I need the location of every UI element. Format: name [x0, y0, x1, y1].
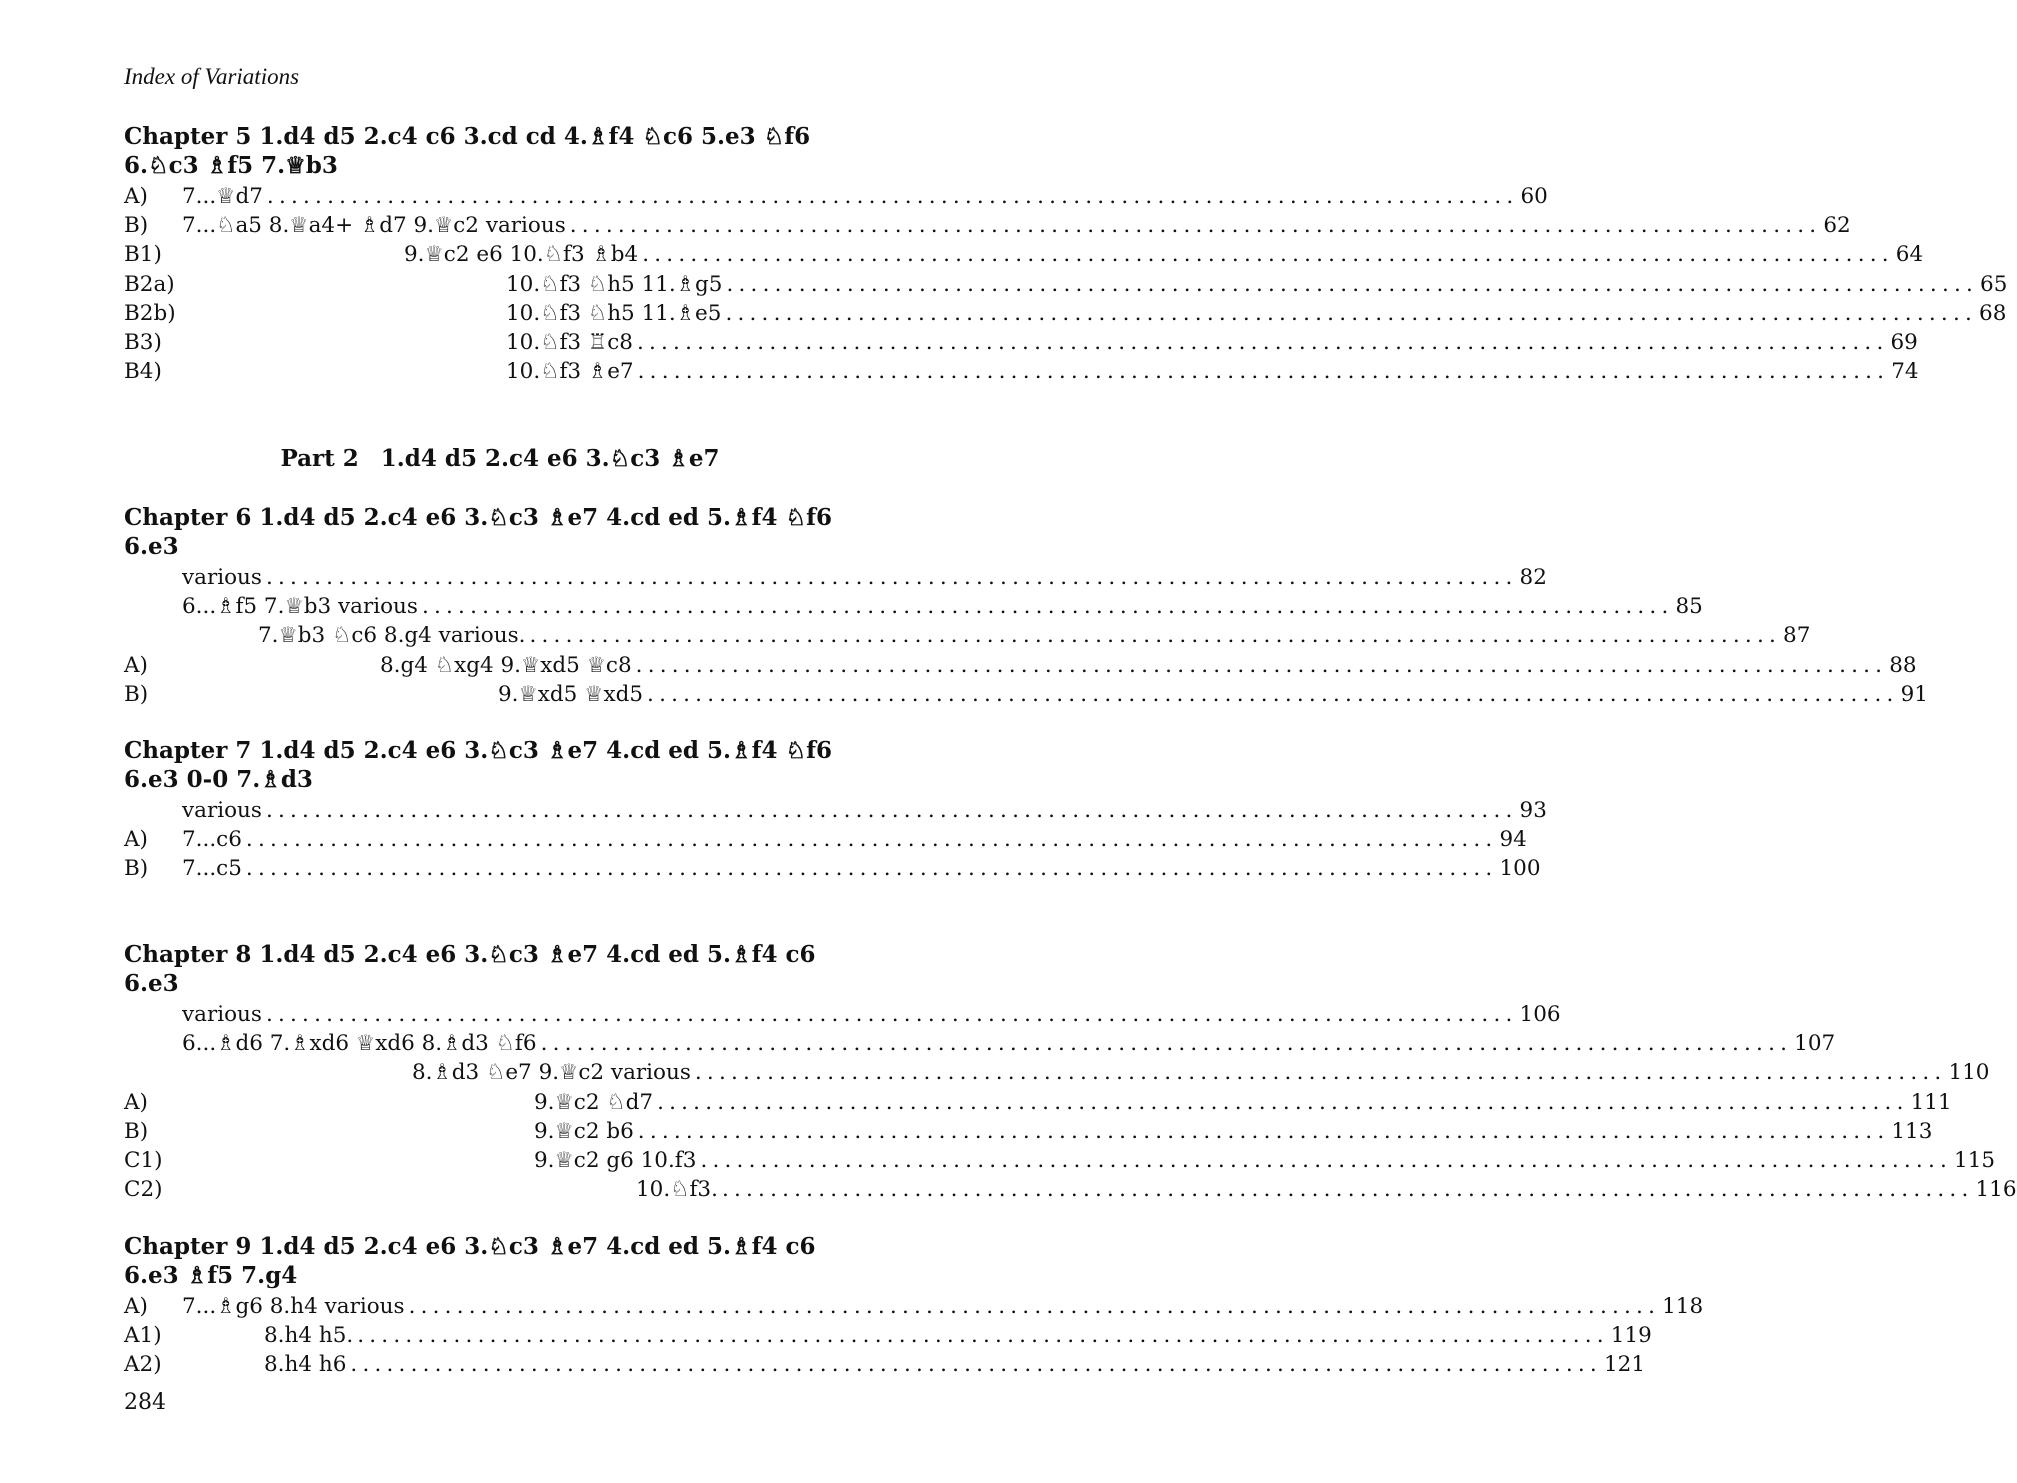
- chapter-6-section: [124, 503, 1928, 709]
- chapter-title: Chapter 6 1.d4 d5 2.c4 e6 3.♘c3 ♗e7 4.cd ed 5.♗f4 ♘f6 6.e3: [124, 504, 833, 560]
- leader-dots: ........................................................................................................: [637, 359, 1890, 385]
- page-number: 107: [1794, 1031, 1836, 1057]
- variation-code: A): [124, 652, 148, 678]
- index-entry: [124, 680, 1928, 709]
- index-entry: [124, 240, 1924, 269]
- index-entry: [124, 621, 1811, 650]
- variation-moves: 7.♕b3 ♘c6 8.g4 various.: [258, 623, 526, 649]
- variation-moves: various: [182, 1002, 262, 1027]
- leader-dots: ........................................................................................................: [266, 184, 1519, 209]
- index-entry: [124, 357, 1919, 386]
- leader-dots: ........................................................................................................: [421, 594, 1674, 620]
- leader-dots: ........................................................................................................: [637, 1118, 1890, 1144]
- variation-code: B): [124, 856, 149, 882]
- leader-dots: ........................................................................................................: [265, 1002, 1518, 1027]
- variation-code: B): [124, 681, 149, 707]
- leader-dots: ........................................................................................................: [540, 1031, 1793, 1057]
- page-number: 115: [1954, 1147, 1996, 1173]
- index-entry: [124, 1292, 1704, 1321]
- page-number: 121: [1603, 1352, 1646, 1378]
- page-number: 69: [1890, 329, 1918, 355]
- page-number: 116: [1975, 1177, 2017, 1203]
- variation-code: A): [124, 184, 148, 209]
- leader-dots: ........................................................................................................: [350, 1352, 1602, 1378]
- variation-code: B2b): [124, 300, 176, 326]
- page-number: 94: [1499, 827, 1527, 853]
- index-entry: [124, 651, 1917, 680]
- index-entry: [124, 270, 2008, 299]
- page-number: 85: [1675, 594, 1703, 620]
- page-number: 119: [1610, 1323, 1652, 1349]
- variation-code: B3): [124, 329, 162, 355]
- variation-moves: 6...♗d6 7.♗xd6 ♕xd6 8.♗d3 ♘f6: [182, 1031, 537, 1057]
- page-number: 88: [1889, 652, 1917, 678]
- leader-dots: ........................................................................................................: [265, 565, 1518, 590]
- page-number: 68: [1979, 300, 2007, 326]
- variation-moves: 10.♘f3 ♖c8: [506, 329, 633, 355]
- variation-moves: 8.h4 h6: [264, 1352, 347, 1378]
- variation-moves: 10.♘f3 ♘h5 11.♗g5: [506, 271, 723, 297]
- variation-moves: 9.♕c2 ♘d7: [534, 1089, 654, 1115]
- page-number: 111: [1910, 1089, 1952, 1115]
- page-number: 110: [1948, 1060, 1990, 1086]
- variation-code: B2a): [124, 271, 175, 297]
- page-number: 65: [1980, 271, 2008, 297]
- variation-moves: 6...♗f5 7.♕b3 various: [182, 594, 418, 620]
- variation-code: A): [124, 1089, 148, 1115]
- page-number: 100: [1499, 856, 1541, 882]
- page-number: 106: [1519, 1002, 1561, 1027]
- running-head: Index of Variations: [124, 64, 300, 89]
- leader-dots: ........................................................................................................: [569, 213, 1822, 239]
- variation-moves: 7...♗g6 8.h4 various: [182, 1294, 405, 1319]
- index-entry: [124, 1175, 2017, 1204]
- index-entry: [124, 854, 1541, 883]
- page-number: 87: [1783, 623, 1811, 649]
- page-number: 113: [1891, 1118, 1933, 1144]
- leader-dots: ........................................................................................................: [647, 681, 1899, 707]
- index-entry: [124, 299, 2007, 328]
- chapter-5-section: [124, 122, 2008, 386]
- leader-dots: ........................................................................................................: [657, 1089, 1909, 1115]
- page-number: 118: [1662, 1294, 1704, 1319]
- variation-moves: 7...c5: [182, 856, 242, 882]
- chapter-9-section: [124, 1232, 1704, 1380]
- index-entry: [124, 1058, 1990, 1087]
- chapter-title: Chapter 5 1.d4 d5 2.c4 c6 3.cd cd 4.♗f4 ♘c6 5.e3 ♘f6 6.♘c3 ♗f5 7.♕b3: [124, 123, 811, 179]
- variation-moves: 9.♕c2 g6 10.f3: [534, 1147, 697, 1173]
- chapter-title: Chapter 9 1.d4 d5 2.c4 e6 3.♘c3 ♗e7 4.cd ed 5.♗f4 c6 6.e3 ♗f5 7.g4: [124, 1233, 816, 1289]
- variation-code: A2): [124, 1352, 162, 1378]
- page-number: 62: [1823, 213, 1851, 239]
- variation-code: C2): [124, 1177, 163, 1203]
- variation-moves: 10.♘f3 ♗e7: [506, 359, 634, 385]
- leader-dots: ........................................................................................................: [408, 1294, 1661, 1319]
- variation-code: A): [124, 1294, 148, 1319]
- part-heading: [124, 445, 876, 472]
- index-entry: [124, 211, 1851, 240]
- index-entry: [124, 1000, 1561, 1029]
- index-entry: [124, 1321, 1652, 1350]
- leader-dots: ........................................................................................................: [357, 1323, 1609, 1349]
- part-moves: 1.d4 d5 2.c4 e6 3.♘c3 ♗e7: [380, 445, 720, 472]
- index-entry: [124, 825, 1527, 854]
- variation-code: B): [124, 213, 149, 239]
- leader-dots: ........................................................................................................: [636, 329, 1889, 355]
- variation-code: B): [124, 1118, 149, 1144]
- leader-dots: ........................................................................................................: [245, 827, 1498, 853]
- page-folio: 284: [124, 1390, 166, 1415]
- index-entry: [124, 563, 1547, 592]
- variation-code: C1): [124, 1147, 163, 1173]
- page-number: 93: [1519, 798, 1547, 823]
- page-number: 64: [1895, 242, 1924, 268]
- page-number: 60: [1520, 184, 1548, 209]
- variation-moves: 7...♕d7: [182, 184, 263, 209]
- variation-moves: 9.♕xd5 ♕xd5: [498, 681, 644, 707]
- variation-moves: 9.♕c2 b6: [534, 1118, 634, 1144]
- page-number: 82: [1519, 565, 1547, 590]
- leader-dots: ........................................................................................................: [245, 856, 1498, 882]
- index-entry: [124, 1088, 1952, 1117]
- leader-dots: ........................................................................................................: [529, 623, 1782, 649]
- leader-dots: ........................................................................................................: [635, 652, 1888, 678]
- chapter-7-section: [124, 736, 1547, 884]
- variation-moves: 7...♘a5 8.♕a4+ ♗d7 9.♕c2 various: [182, 213, 566, 239]
- page-number: 74: [1891, 359, 1919, 385]
- variation-moves: various: [182, 565, 262, 590]
- chapter-title: Chapter 8 1.d4 d5 2.c4 e6 3.♘c3 ♗e7 4.cd ed 5.♗f4 c6 6.e3: [124, 941, 816, 997]
- chapter-8-section: [124, 940, 2017, 1204]
- variation-moves: various: [182, 798, 262, 823]
- variation-moves: 7...c6: [182, 827, 242, 853]
- leader-dots: ........................................................................................................: [642, 242, 1894, 268]
- part-label: Part 2: [280, 445, 359, 472]
- index-entry: [124, 1146, 1996, 1175]
- variation-moves: 10.♘f3.: [636, 1177, 718, 1203]
- leader-dots: ........................................................................................................: [265, 798, 1518, 823]
- index-entry: [124, 1350, 1646, 1379]
- page-number: 91: [1900, 681, 1928, 707]
- leader-dots: ........................................................................................................: [721, 1177, 1974, 1203]
- variation-moves: 8.g4 ♘xg4 9.♕xd5 ♕c8: [380, 652, 632, 678]
- index-entry: [124, 328, 1918, 357]
- variation-moves: 10.♘f3 ♘h5 11.♗e5: [506, 300, 722, 326]
- leader-dots: ........................................................................................................: [700, 1147, 1953, 1173]
- leader-dots: ........................................................................................................: [694, 1060, 1947, 1086]
- index-entry: [124, 1117, 1933, 1146]
- chapter-title: Chapter 7 1.d4 d5 2.c4 e6 3.♘c3 ♗e7 4.cd ed 5.♗f4 ♘f6 6.e3 0-0 7.♗d3: [124, 737, 833, 793]
- variation-code: B4): [124, 359, 162, 385]
- variation-code: B1): [124, 242, 162, 268]
- index-entry: [124, 182, 1548, 211]
- index-entry: [124, 796, 1547, 825]
- index-entry: [124, 592, 1703, 621]
- variation-moves: 8.h4 h5.: [264, 1323, 354, 1349]
- leader-dots: ........................................................................................................: [725, 300, 1978, 326]
- variation-code: A1): [124, 1323, 162, 1349]
- variation-moves: 9.♕c2 e6 10.♘f3 ♗b4: [404, 242, 639, 268]
- variation-code: A): [124, 827, 148, 853]
- variation-moves: 8.♗d3 ♘e7 9.♕c2 various: [412, 1060, 691, 1086]
- leader-dots: ........................................................................................................: [726, 271, 1979, 297]
- index-entry: [124, 1029, 1836, 1058]
